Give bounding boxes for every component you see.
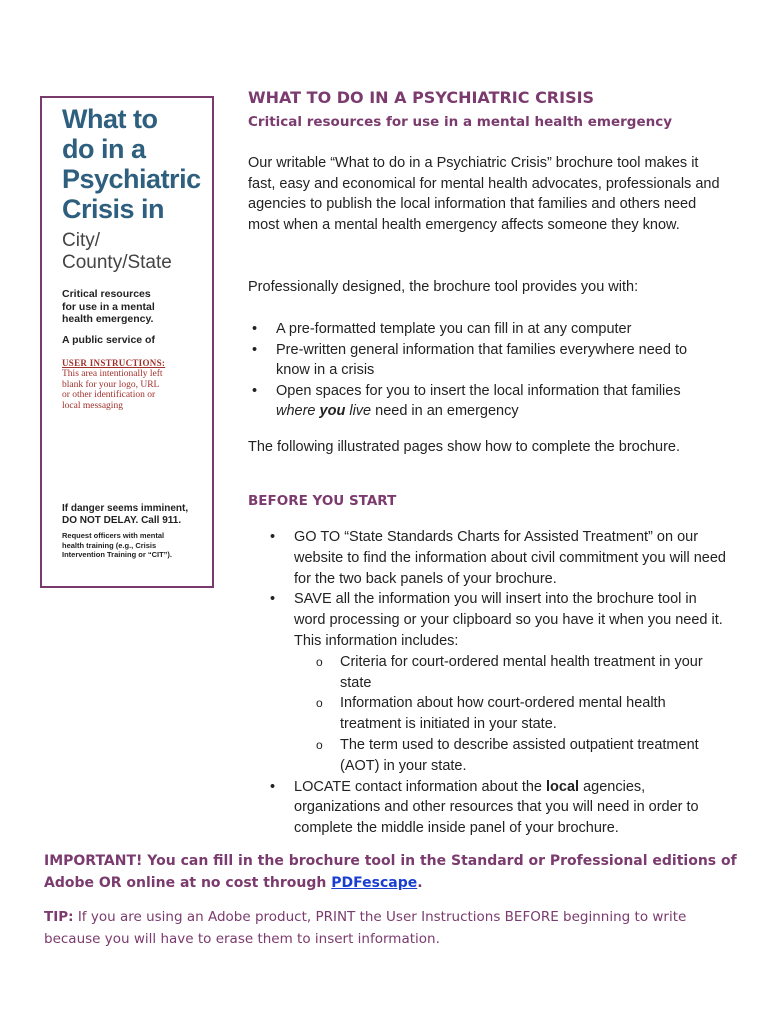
brochure-user-heading: USER INSTRUCTIONS: (62, 358, 166, 368)
list-item-end: need in an emergency (375, 403, 519, 419)
list-item (266, 777, 726, 839)
pdfescape-link[interactable]: PDFescape (331, 875, 418, 891)
list-item-post: agencies, organizations and other resources that you will need in order to complete the middle inside panel of your brochure. (294, 778, 699, 837)
list-item-text: SAVE all the information you will insert into the brochure tool in word processing or your clipboard so you have it when you need it. This information includes: (294, 591, 723, 649)
brochure-subtitle: City/ County/State (62, 230, 172, 273)
sub-list-item: o Information about how court-ordered mental health treatment is initiated in your state. (294, 693, 726, 735)
list-item (266, 589, 726, 776)
tip-note (44, 906, 744, 950)
important-end: . (417, 875, 423, 891)
emphasis-local: local (546, 778, 580, 795)
list-item (248, 381, 718, 422)
brochure-title: What to do in a Psychiatric Crisis in (62, 104, 201, 224)
tip-text: If you are using an Adobe product, PRINT the User Instructions BEFORE beginning to write because you will have to erase them to insert information. (44, 909, 687, 947)
sub-list-item: o Criteria for court-ordered mental health treatment in your state (294, 652, 726, 694)
list-item: • A pre-formatted template you can fill in at any computer (248, 319, 718, 340)
before-list (266, 527, 726, 839)
brochure-user-text: This area intentionally left blank for your logo, URL or other identification or local messaging (62, 369, 163, 411)
brochure-service: A public service of (62, 334, 155, 346)
list-item-text: Open spaces for you to insert the local information that families (276, 382, 681, 399)
emphasis-live: live (349, 403, 372, 419)
brochure-danger: If danger seems imminent, DO NOT DELAY. Call 911. (62, 503, 189, 526)
sub-list-item: o The term used to describe assisted outpatient treatment (AOT) in your state. (294, 735, 726, 777)
instructions-intro: The following illustrated pages show how to complete the brochure. (248, 439, 681, 455)
list-item: • GO TO “State Standards Charts for Assisted Treatment” on our website to find the information about civil commitment you will need for the two back panels of your brochure. (266, 527, 726, 589)
list-item-pre: LOCATE contact information about the (294, 778, 542, 795)
sub-list (294, 652, 726, 777)
page-subtitle: Critical resources for use in a mental health emergency (248, 114, 673, 130)
brochure-critical: Critical resources for use in a mental health emergency. (62, 288, 155, 325)
emphasis-where: where (276, 403, 316, 419)
feature-list (248, 319, 718, 422)
intro-provides: Professionally designed, the brochure tool provides you with: (248, 279, 639, 295)
brochure-thumbnail (40, 96, 214, 588)
important-text: IMPORTANT! You can fill in the brochure tool in the Standard or Professional editions of Adobe OR online at no cost through (44, 853, 737, 891)
list-item: • Pre-written general information that families everywhere need to know in a crisis (248, 340, 718, 381)
intro-paragraph: Our writable “What to do in a Psychiatric Crisis” brochure tool makes it fast, easy and economical for mental health advocates, professionals and agencies to publish the local information that families and others need most when a mental health emergency affects someone they know. (248, 155, 720, 233)
emphasis-you: you (319, 403, 346, 419)
tip-label: TIP: (44, 909, 74, 925)
important-note (44, 850, 744, 894)
before-heading: BEFORE YOU START (248, 493, 397, 509)
page-title: WHAT TO DO IN A PSYCHIATRIC CRISIS (248, 88, 595, 107)
brochure-request: Request officers with mental health training (e.g., Crisis Intervention Training or “CIT”). (62, 531, 173, 559)
